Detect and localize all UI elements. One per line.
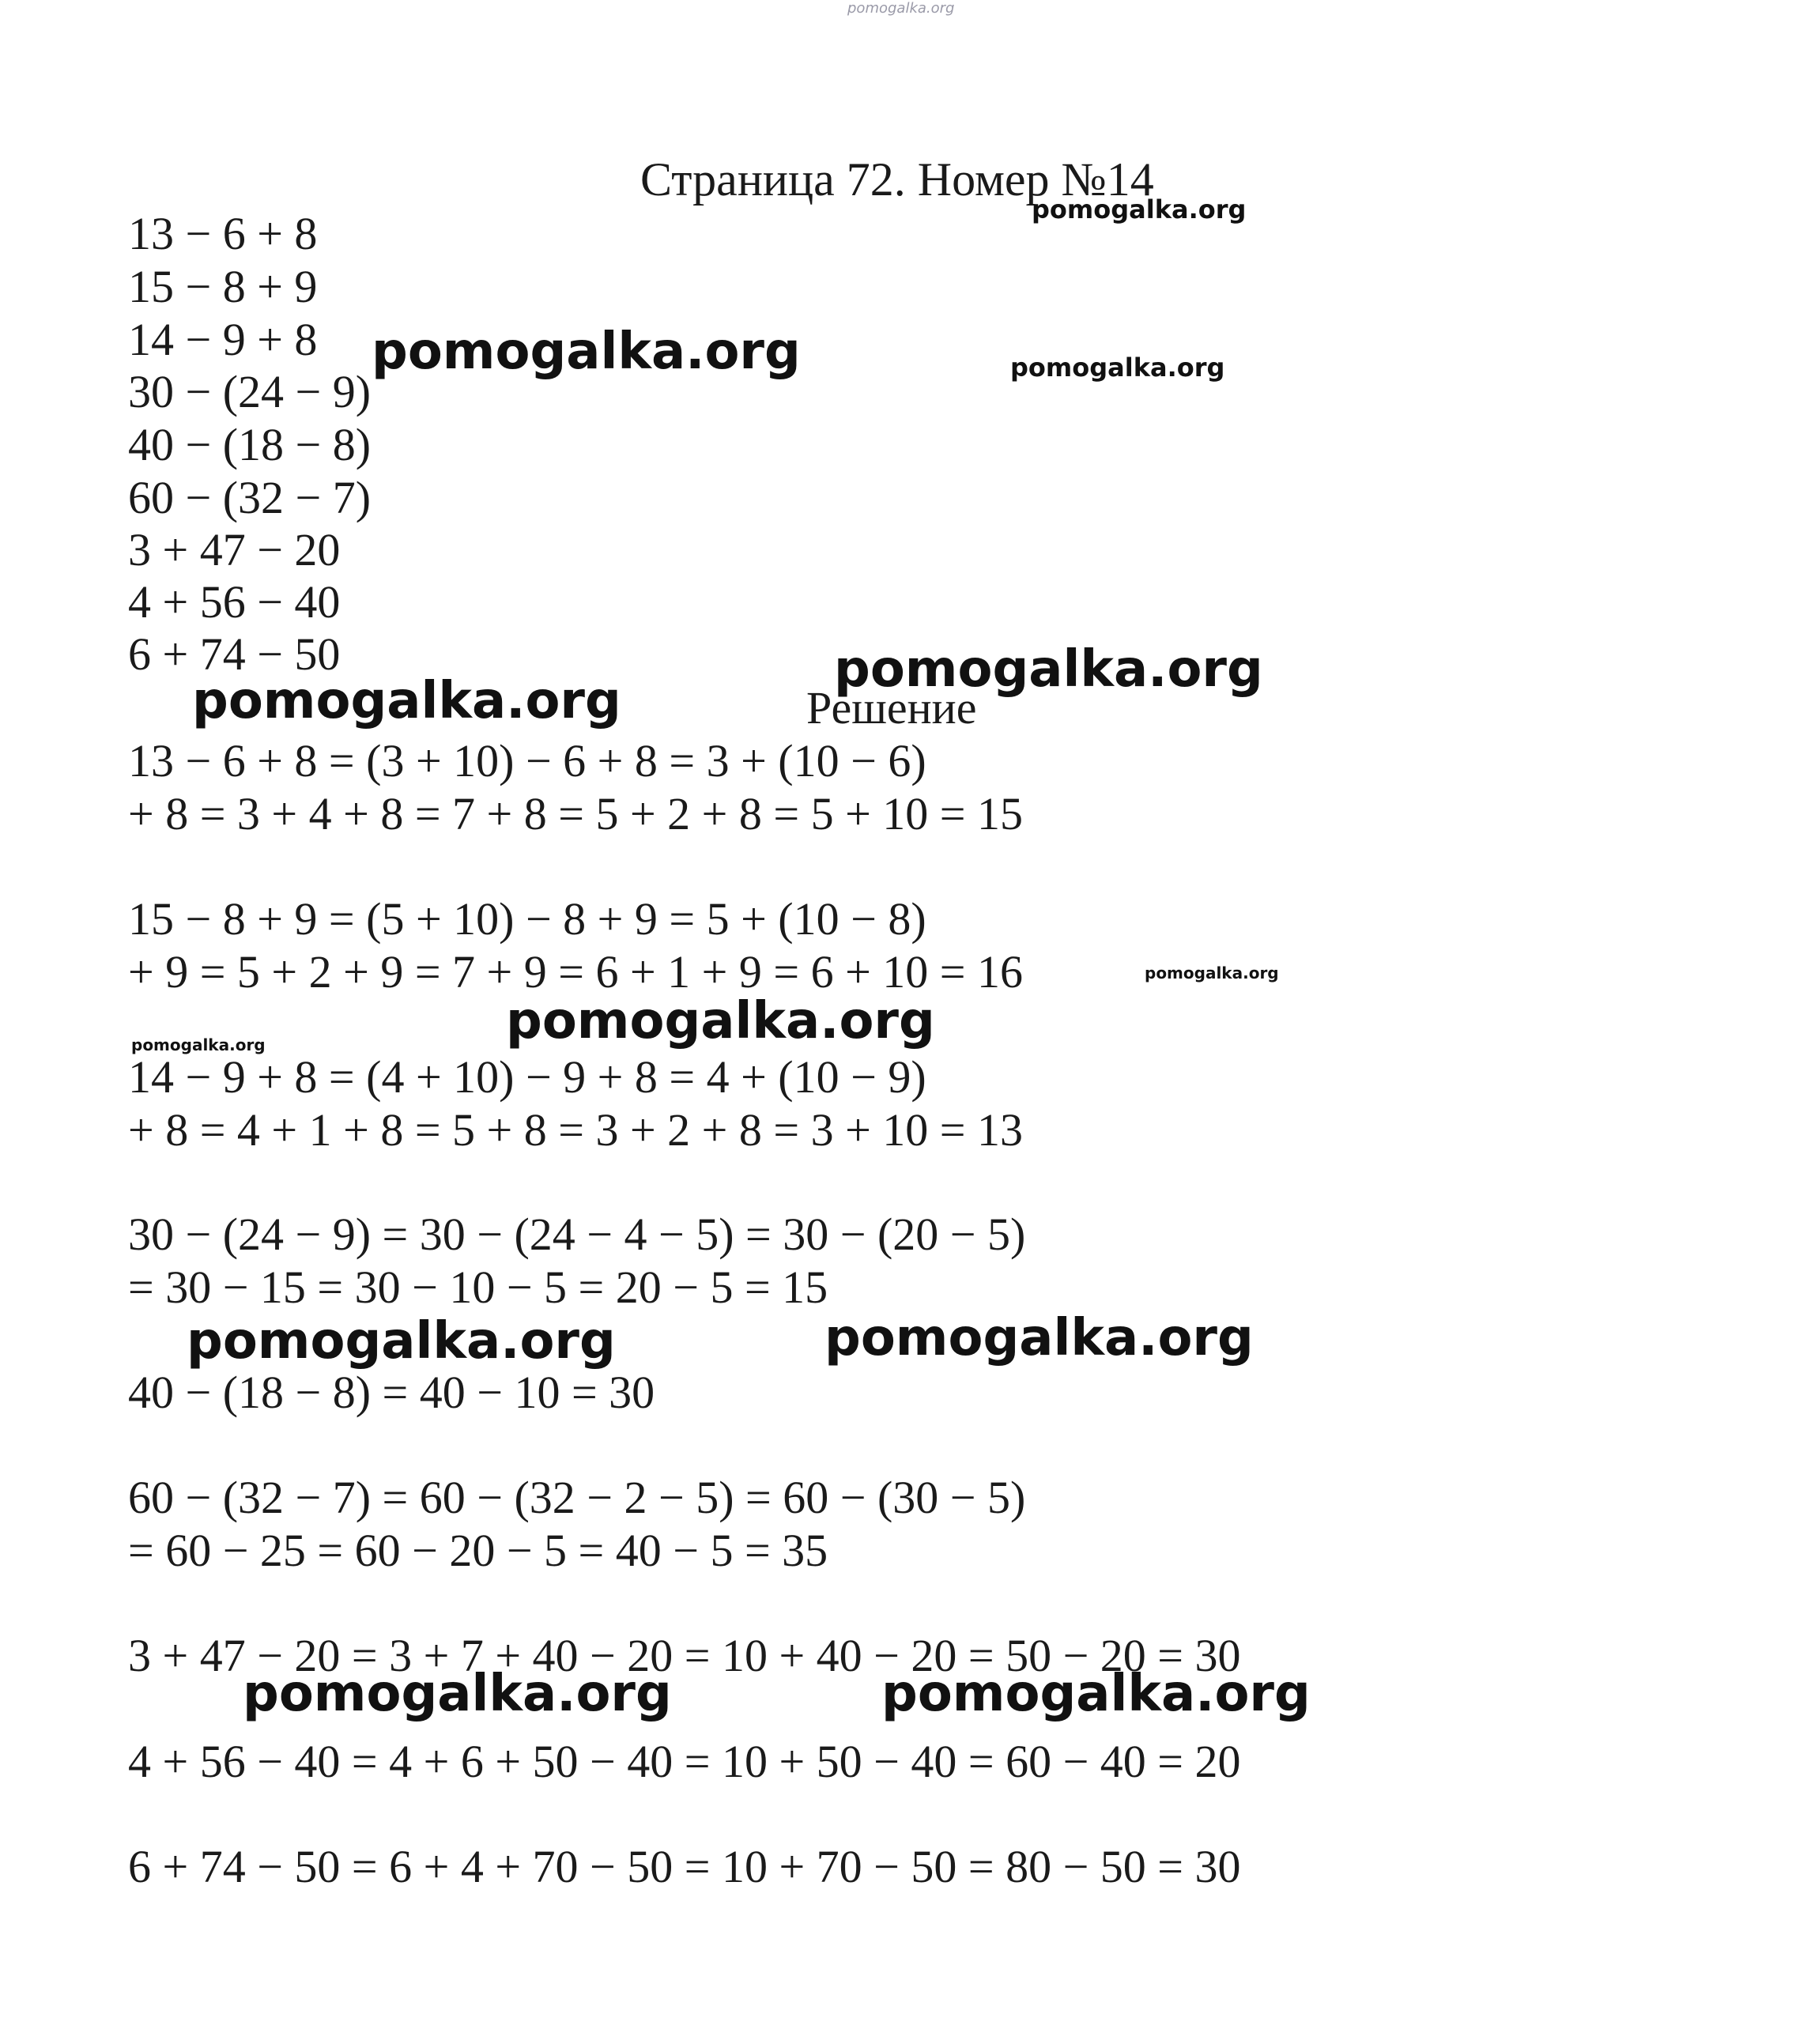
- watermark: pomogalka.org: [834, 640, 1263, 699]
- task-line: 13 − 6 + 8: [128, 208, 318, 259]
- solution-line: 30 − (24 − 9) = 30 − (24 − 4 − 5) = 30 − (20 − 5): [128, 1209, 1026, 1260]
- watermark: pomogalka.org: [1010, 353, 1225, 383]
- task-line: 4 + 56 − 40: [128, 576, 341, 628]
- page-title: Страница 72. Номер №14: [640, 153, 1154, 206]
- task-line: 14 − 9 + 8: [128, 314, 318, 365]
- solution-line: 40 − (18 − 8) = 40 − 10 = 30: [128, 1367, 655, 1418]
- watermark: pomogalka.org: [131, 1035, 266, 1054]
- watermark: pomogalka.org: [1032, 194, 1247, 224]
- solution-line: 15 − 8 + 9 = (5 + 10) − 8 + 9 = 5 + (10 − 8): [128, 893, 926, 945]
- watermark: pomogalka.org: [243, 1665, 672, 1723]
- watermark: pomogalka.org: [506, 992, 935, 1050]
- solution-line: 14 − 9 + 8 = (4 + 10) − 9 + 8 = 4 + (10 − 9): [128, 1051, 926, 1103]
- solution-line: + 9 = 5 + 2 + 9 = 7 + 9 = 6 + 1 + 9 = 6 + 10 = 16: [128, 946, 1024, 997]
- solution-line: 6 + 74 − 50 = 6 + 4 + 70 − 50 = 10 + 70 − 50 = 80 − 50 = 30: [128, 1841, 1241, 1892]
- watermark: pomogalka.org: [187, 1312, 616, 1371]
- task-line: 3 + 47 − 20: [128, 524, 341, 575]
- watermark: pomogalka.org: [192, 672, 621, 730]
- solution-line: + 8 = 4 + 1 + 8 = 5 + 8 = 3 + 2 + 8 = 3 + 10 = 13: [128, 1104, 1024, 1156]
- top-watermark: pomogalka.org: [847, 0, 955, 17]
- watermark: pomogalka.org: [1145, 964, 1279, 982]
- task-line: 30 − (24 − 9): [128, 366, 372, 417]
- solution-line: 3 + 47 − 20 = 3 + 7 + 40 − 20 = 10 + 40 − 20 = 50 − 20 = 30: [128, 1630, 1241, 1681]
- solution-line: = 60 − 25 = 60 − 20 − 5 = 40 − 5 = 35: [128, 1525, 828, 1576]
- watermark: pomogalka.org: [881, 1665, 1311, 1723]
- watermark: pomogalka.org: [372, 322, 801, 381]
- solution-line: 13 − 6 + 8 = (3 + 10) − 6 + 8 = 3 + (10 − 6): [128, 735, 926, 786]
- solution-line: 60 − (32 − 7) = 60 − (32 − 2 − 5) = 60 − (30 − 5): [128, 1472, 1026, 1523]
- task-line: 15 − 8 + 9: [128, 261, 318, 312]
- solution-heading: Решение: [806, 682, 977, 734]
- solution-line: + 8 = 3 + 4 + 8 = 7 + 8 = 5 + 2 + 8 = 5 + 10 = 15: [128, 788, 1024, 839]
- solution-line: 4 + 56 − 40 = 4 + 6 + 50 − 40 = 10 + 50 − 40 = 60 − 40 = 20: [128, 1736, 1241, 1787]
- solution-line: = 30 − 15 = 30 − 10 − 5 = 20 − 5 = 15: [128, 1261, 828, 1313]
- watermark: pomogalka.org: [824, 1309, 1254, 1367]
- task-line: 6 + 74 − 50: [128, 628, 341, 680]
- task-line: 60 − (32 − 7): [128, 472, 372, 523]
- task-line: 40 − (18 − 8): [128, 419, 372, 470]
